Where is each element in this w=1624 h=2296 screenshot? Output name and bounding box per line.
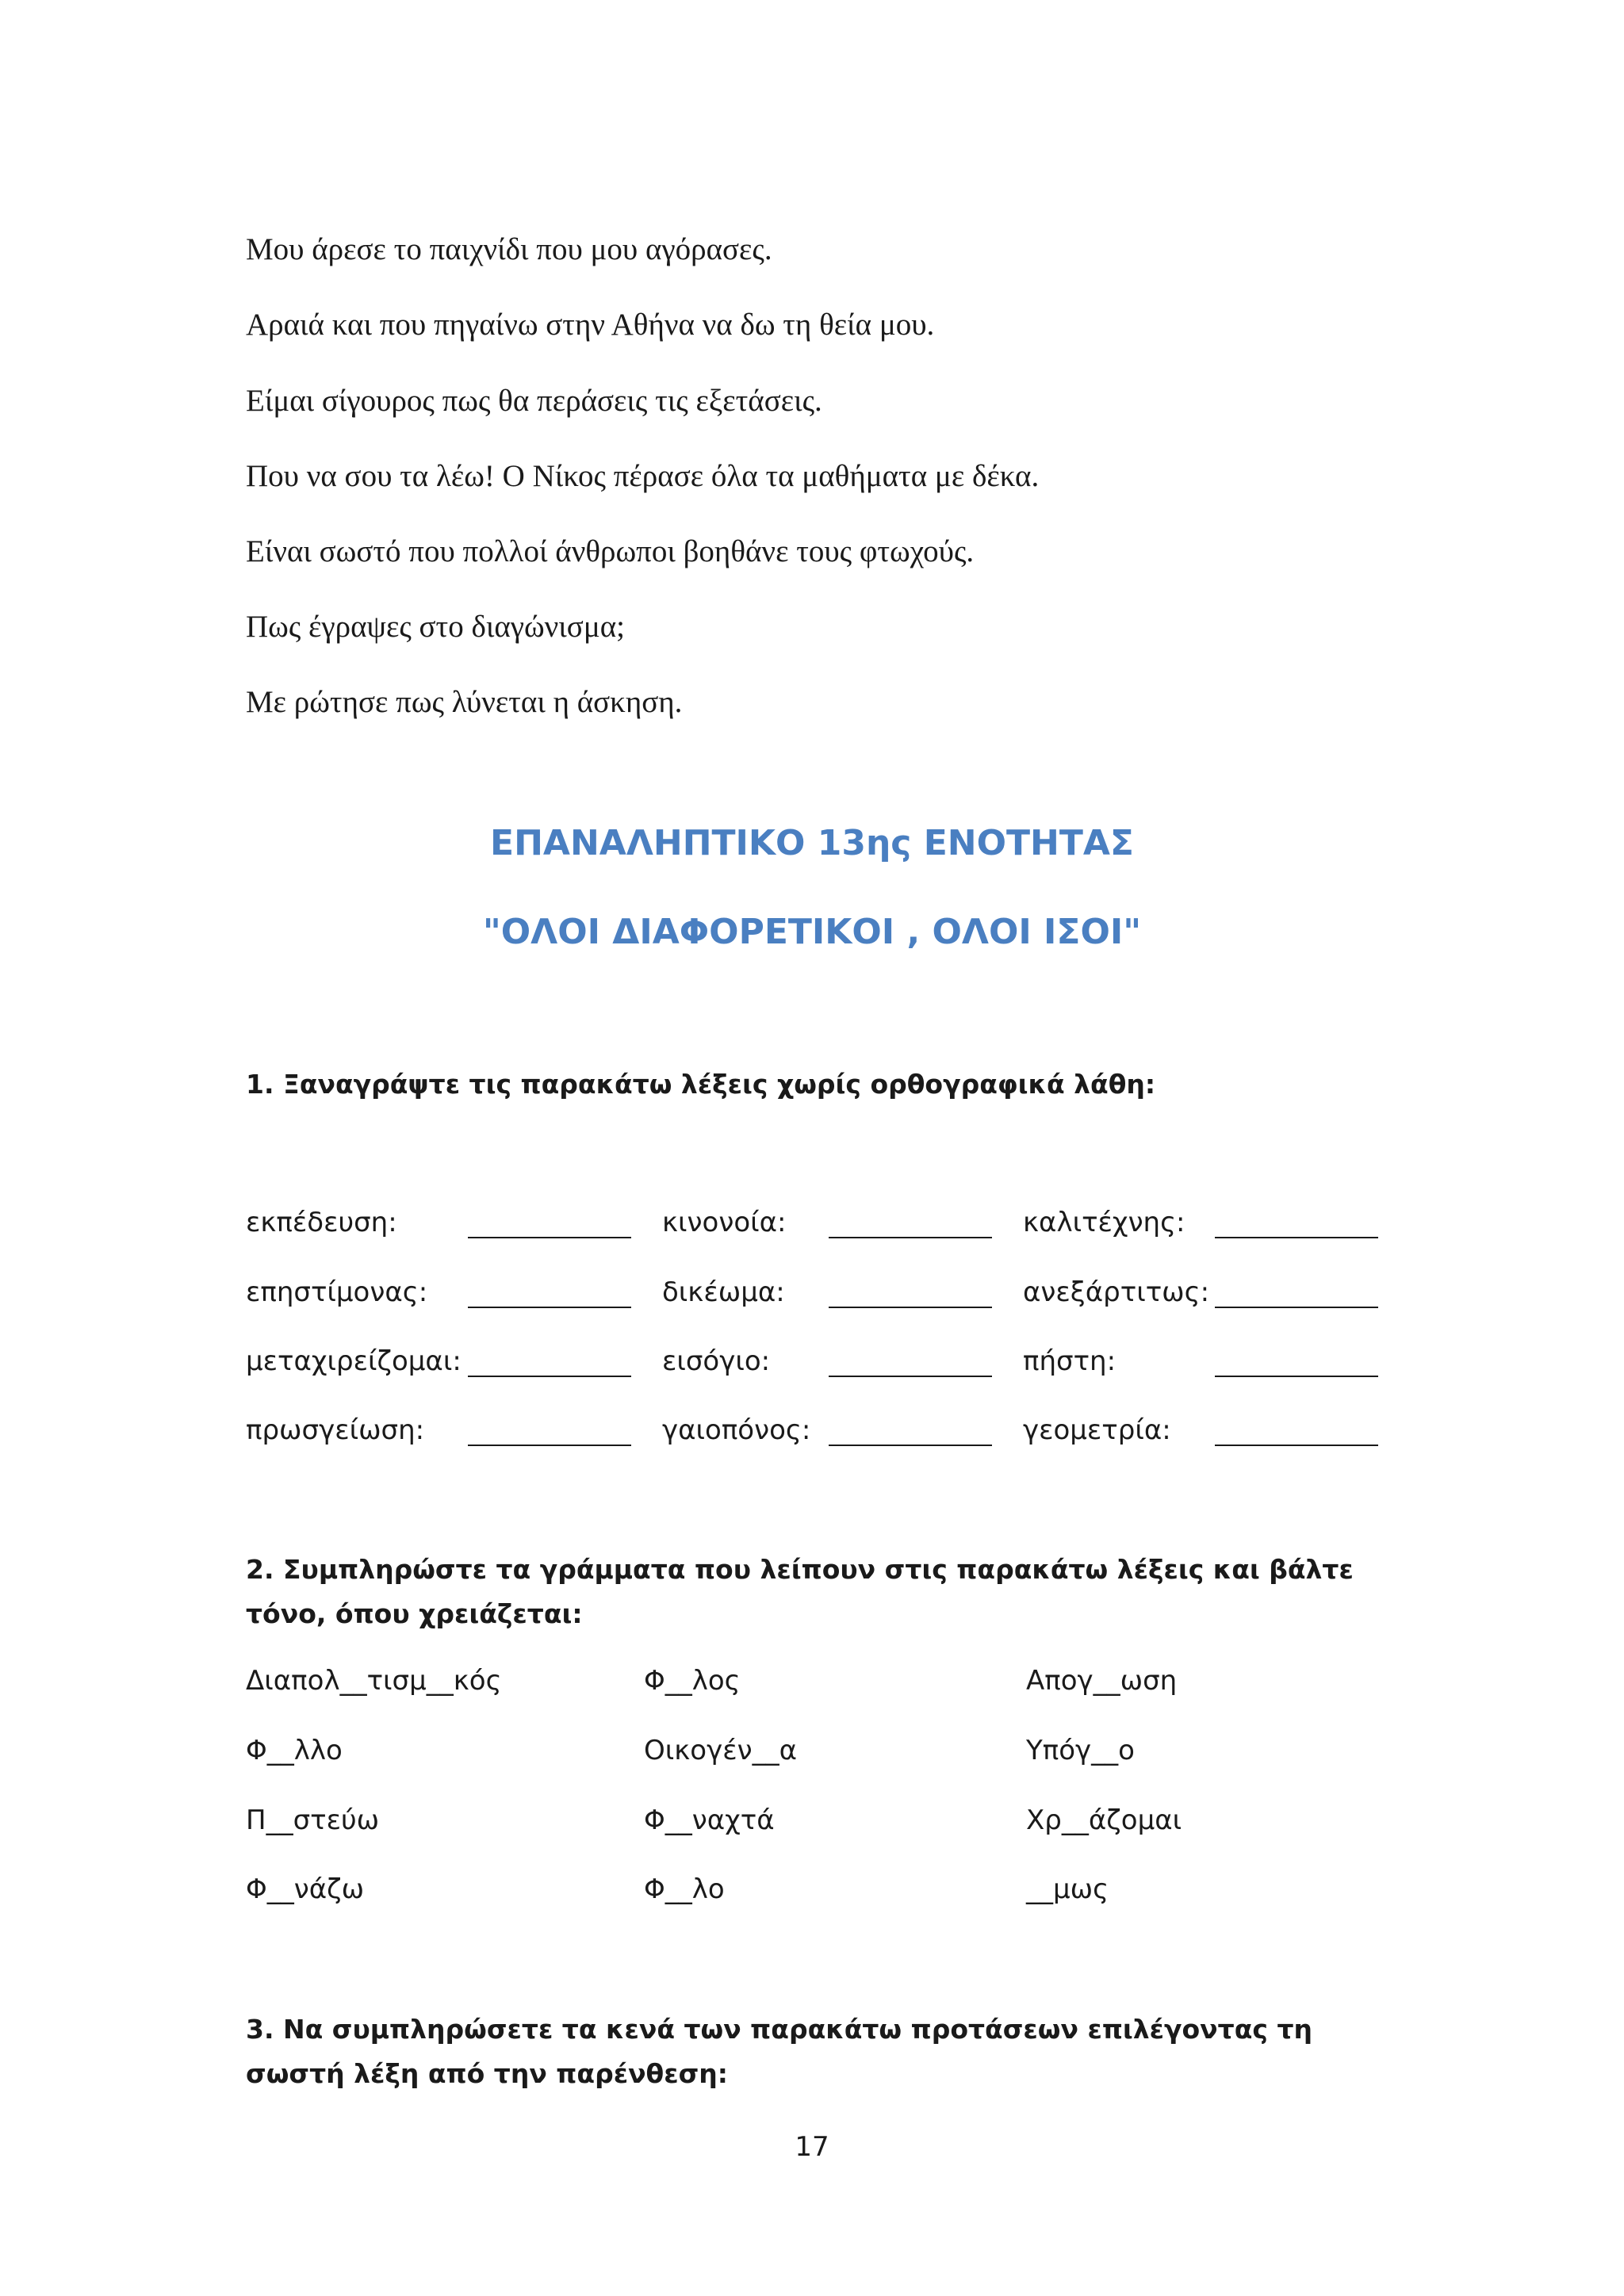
answer-blank[interactable] bbox=[1215, 1237, 1378, 1238]
fill-in-word[interactable]: __μως bbox=[1026, 1873, 1109, 1905]
misspelled-word: καλιτέχνης: bbox=[1023, 1207, 1185, 1238]
misspelled-word: επηστίμονας: bbox=[246, 1276, 428, 1308]
misspelled-word: γαιοπόνος: bbox=[662, 1414, 811, 1446]
sentence: Μου άρεσε το παιχνίδι που μου αγόρασες. bbox=[246, 232, 772, 266]
section-subtitle: "ΟΛΟΙ ΔΙΑΦΟΡΕΤΙΚΟΙ , ΟΛΟΙ ΙΣΟΙ" bbox=[482, 912, 1142, 952]
fill-in-word[interactable]: Διαπολ__τισμ__κός bbox=[246, 1665, 502, 1697]
page-number: 17 bbox=[795, 2131, 829, 2163]
fill-in-word[interactable]: Χρ__άζομαι bbox=[1026, 1804, 1182, 1836]
answer-blank[interactable] bbox=[829, 1237, 992, 1238]
answer-blank[interactable] bbox=[1215, 1307, 1378, 1308]
fill-in-word[interactable]: Φ__ναχτά bbox=[644, 1804, 775, 1836]
misspelled-word: πρωσγείωση: bbox=[246, 1414, 425, 1446]
fill-in-word[interactable]: Υπόγ__ο bbox=[1026, 1735, 1135, 1766]
answer-blank[interactable] bbox=[829, 1307, 992, 1308]
answer-blank[interactable] bbox=[468, 1237, 631, 1238]
misspelled-word: εκπέδευση: bbox=[246, 1207, 397, 1238]
misspelled-word: δικέωμα: bbox=[662, 1276, 785, 1308]
sentence: Πως έγραψες στο διαγώνισμα; bbox=[246, 610, 625, 644]
misspelled-word: κινονοία: bbox=[662, 1207, 787, 1238]
sentence: Που να σου τα λέω! Ο Νίκος πέρασε όλα τα μαθήματα με δέκα. bbox=[246, 459, 1040, 493]
sentence: Είμαι σίγουρος πως θα περάσεις τις εξετάσεις. bbox=[246, 384, 822, 418]
fill-in-word[interactable]: Φ__λος bbox=[644, 1665, 741, 1697]
answer-blank[interactable] bbox=[1215, 1445, 1378, 1446]
sentence: Είναι σωστό που πολλοί άνθρωποι βοηθάνε τους φτωχούς. bbox=[246, 534, 975, 568]
answer-blank[interactable] bbox=[468, 1376, 631, 1377]
misspelled-word: εισόγιο: bbox=[662, 1345, 771, 1377]
sentence: Με ρώτησε πως λύνεται η άσκηση. bbox=[246, 685, 683, 719]
fill-in-word[interactable]: Φ__λο bbox=[644, 1873, 725, 1905]
answer-blank[interactable] bbox=[829, 1376, 992, 1377]
fill-in-word[interactable]: Π__στεύω bbox=[246, 1804, 380, 1836]
fill-in-word[interactable]: Φ__λλο bbox=[246, 1735, 343, 1766]
exercise-3-instruction: 3. Να συμπληρώσετε τα κενά των παρακάτω προτάσεων επιλέγοντας τη σωστή λέξη από την παρένθεση: bbox=[246, 2014, 1312, 2089]
exercise-1-instruction: 1. Ξαναγράψτε τις παρακάτω λέξεις χωρίς ορθογραφικά λάθη: bbox=[246, 1069, 1156, 1100]
answer-blank[interactable] bbox=[829, 1445, 992, 1446]
fill-in-word[interactable]: Απογ__ωση bbox=[1026, 1665, 1178, 1697]
fill-in-word[interactable]: Οικογέν__α bbox=[644, 1735, 798, 1766]
section-title: ΕΠΑΝΑΛΗΠΤΙΚΟ 13ης ΕΝΟΤΗΤΑΣ bbox=[490, 823, 1134, 863]
answer-blank[interactable] bbox=[1215, 1376, 1378, 1377]
answer-blank[interactable] bbox=[468, 1307, 631, 1308]
answer-blank[interactable] bbox=[468, 1445, 631, 1446]
misspelled-word: γεομετρία: bbox=[1023, 1414, 1171, 1446]
fill-in-word[interactable]: Φ__νάζω bbox=[246, 1873, 365, 1905]
exercise-2-instruction: 2. Συμπληρώστε τα γράμματα που λείπουν στις παρακάτω λέξεις και βάλτε τόνο, όπου χρειάζεται: bbox=[246, 1554, 1354, 1629]
misspelled-word: ανεξάρτιτως: bbox=[1023, 1276, 1210, 1308]
sentence: Αραιά και που πηγαίνω στην Αθήνα να δω τη θεία μου. bbox=[246, 308, 935, 342]
misspelled-word: πήστη: bbox=[1023, 1345, 1116, 1377]
misspelled-word: μεταχιρείζομαι: bbox=[246, 1345, 462, 1377]
